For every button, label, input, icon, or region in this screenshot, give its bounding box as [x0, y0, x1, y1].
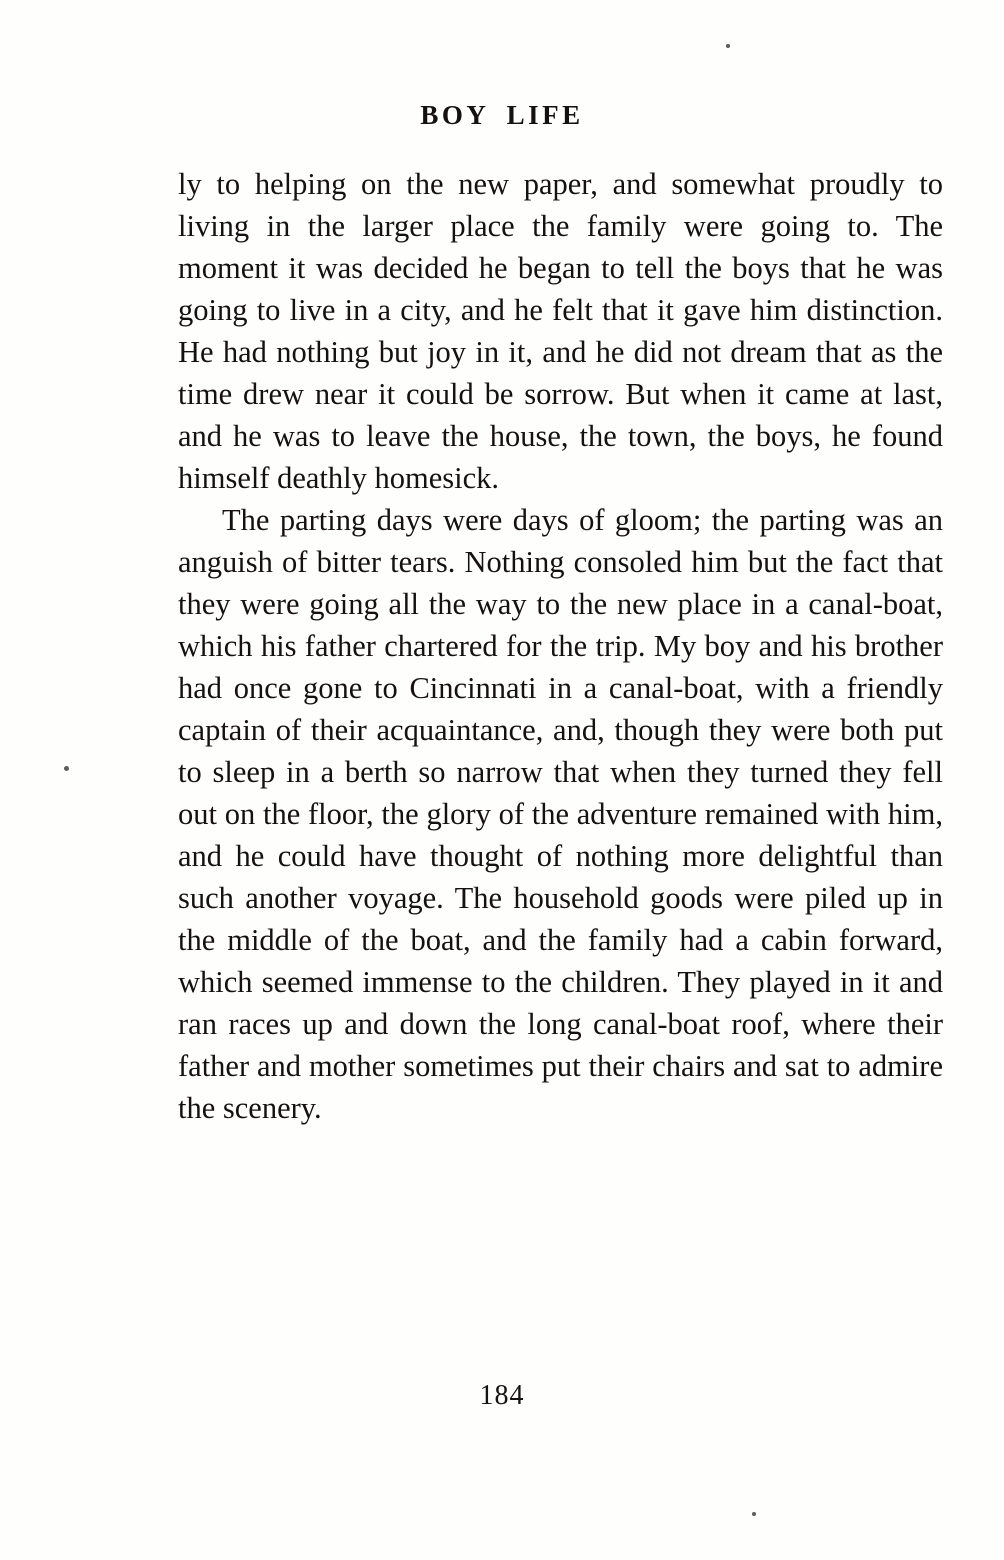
running-head: BOY LIFE — [420, 100, 584, 130]
page-speck — [64, 766, 69, 771]
page-number: 184 — [479, 1380, 525, 1411]
body-text — [178, 163, 943, 1129]
page-speck — [726, 44, 730, 48]
paragraph-1: ly to helping on the new paper, and somewhat proudly to living in the larger place the family were going to. The moment it was decided he began to tell the boys that he was going to live in a city, and he felt that it gave him distinction. He had nothing but joy in it, and he did not dream that as the time drew near it could be sorrow. But when it came at last, and he was to leave the house, the town, the boys, he found himself deathly homesick. — [178, 167, 943, 495]
page-speck — [752, 1512, 756, 1516]
paragraph-2: The parting days were days of gloom; the parting was an anguish of bitter tears. Nothing consoled him but the fact that they were going all the way to the new place in a canal-boat, which his father chartered for the trip. My boy and his brother had once gone to Cincinnati in a canal-boat, with a friendly captain of their acquaintance, and, though they were both put to sleep in a berth so narrow that when they turned they fell out on the floor, the glory of the adventure remained with him, and he could have thought of nothing more delightful than such another voyage. The household goods were piled up in the middle of the boat, and the family had a cabin forward, which seemed immense to the children. They played in it and ran races up and down the long canal-boat roof, where their father and mother sometimes put their chairs and sat to admire the scenery. — [178, 503, 943, 1125]
